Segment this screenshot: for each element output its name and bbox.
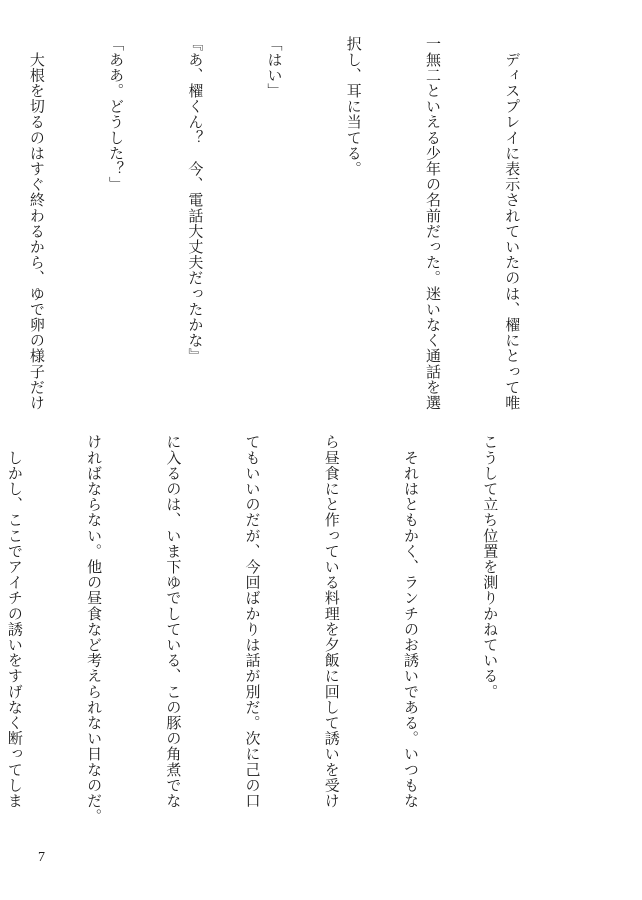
text-line: ら昼食にと作っている料理を夕飯に回して誘いを受け [322, 434, 341, 809]
upper-text-block [0, 36, 578, 421]
text-line: それはともかく、ランチのお誘いである。いつもな [401, 434, 420, 809]
text-line: に入るのは、いま下ゆでしている、この豚の角煮でな [164, 434, 183, 809]
text-line: 『あ、櫂くん？ 今、電話大丈夫だったかな』 [186, 36, 205, 364]
text-line: 「ああ。どうした？」 [107, 36, 126, 192]
lower-text-block [0, 434, 556, 824]
text-line: 択し、耳に当てる。 [344, 36, 363, 177]
text-line: こうして立ち位置を測りかねている。 [481, 434, 500, 700]
text-line: てもいいのだが、今回ばかりは話が別だ。次に己の口 [243, 434, 262, 809]
text-line: ければならない。他の昼食など考えられない日なのだ。 [85, 434, 104, 824]
page-number: 7 [38, 850, 45, 865]
text-line: 一無二といえる少年の名前だった。迷いなく通話を選 [423, 36, 442, 411]
text-line: 「はい」 [265, 36, 284, 99]
text-line: 大根を切るのはすぐ終わるから、ゆで卵の様子だけ [27, 36, 46, 411]
text-line: しかし、ここでアイチの誘いをすげなく断ってしま [5, 434, 24, 809]
text-line: ディスプレイに表示されていたのは、櫂にとって唯 [503, 36, 522, 411]
